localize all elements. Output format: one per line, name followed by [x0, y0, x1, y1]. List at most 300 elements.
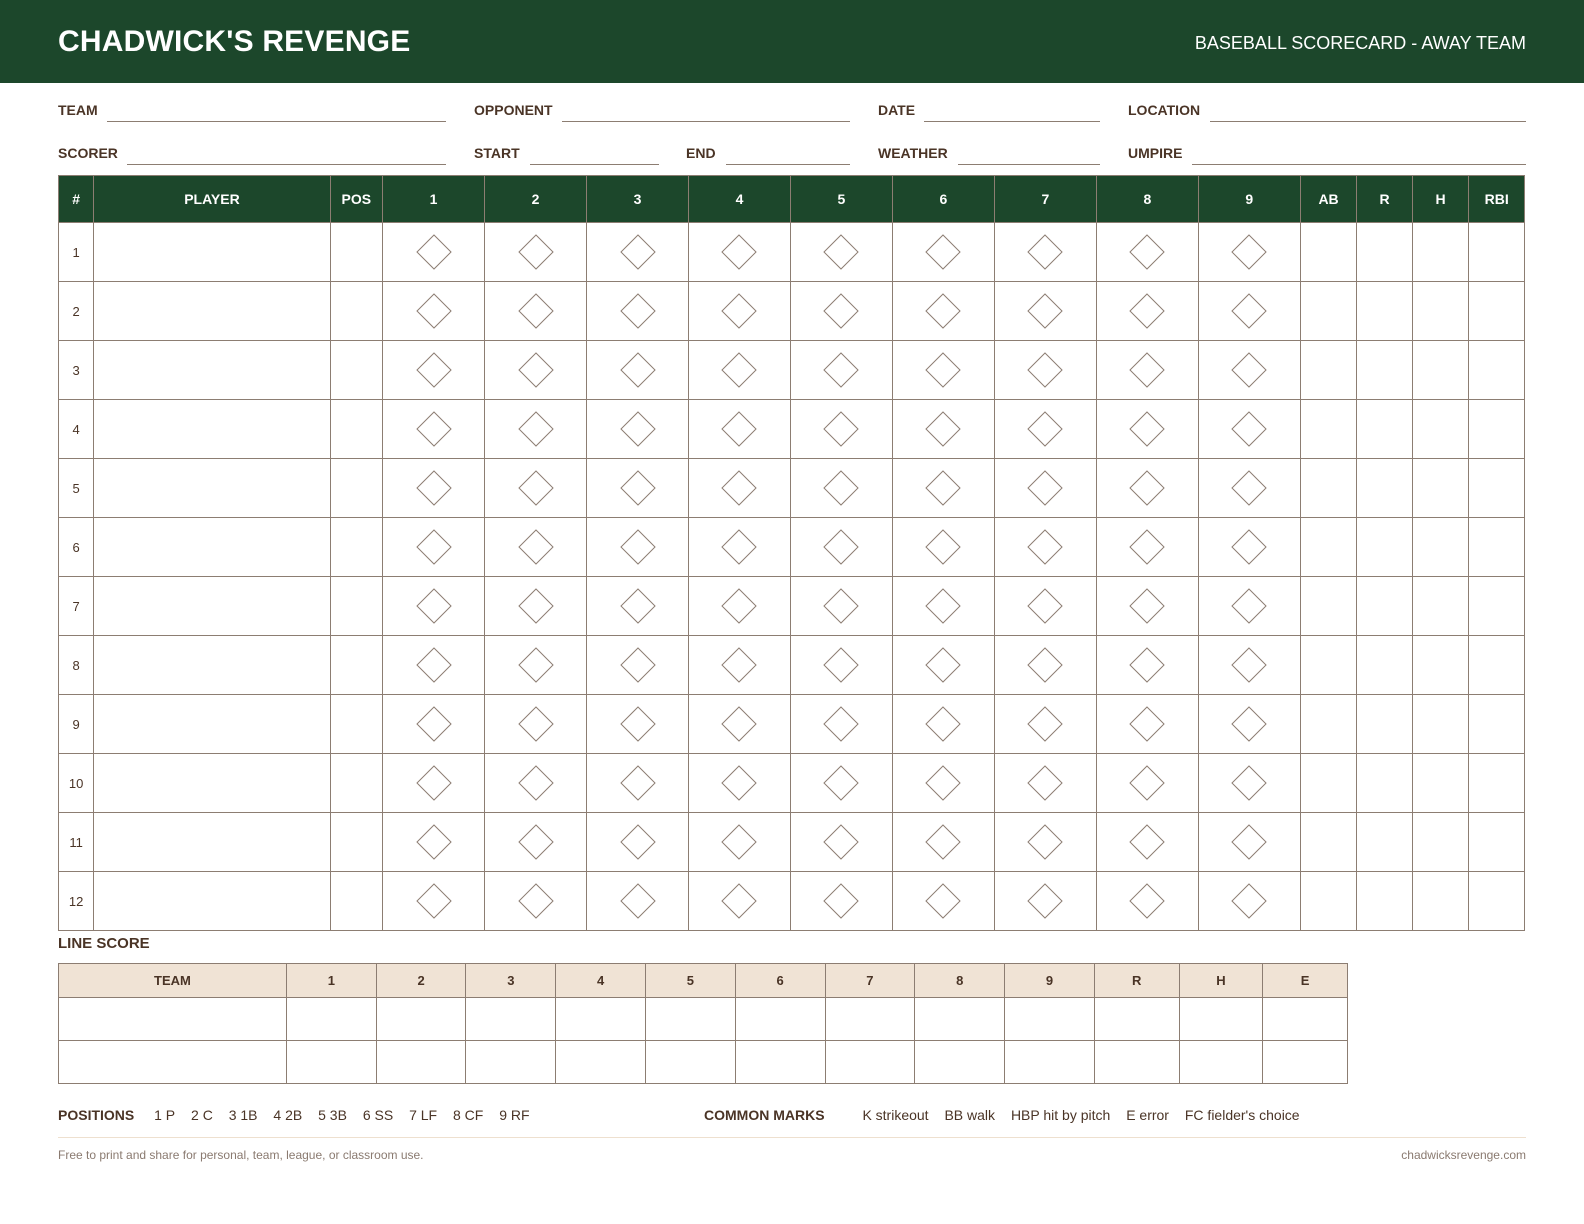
inning-5-cell[interactable] [790, 459, 892, 518]
inning-3-cell[interactable] [587, 813, 689, 872]
line-score-cell[interactable] [376, 998, 466, 1041]
inning-4-cell[interactable] [688, 341, 790, 400]
position-item: 9 RF [499, 1107, 530, 1123]
inning-6-cell[interactable] [892, 695, 994, 754]
hits-cell[interactable] [1412, 223, 1469, 282]
base-diamond-icon [1230, 823, 1268, 861]
umpire-line[interactable] [1192, 164, 1526, 165]
base-diamond-icon [1128, 823, 1166, 861]
location-label: LOCATION [1128, 102, 1201, 118]
line-score-cell[interactable] [1094, 998, 1179, 1041]
line-score-cell[interactable] [1005, 998, 1095, 1041]
inning-2-cell[interactable] [485, 754, 587, 813]
inning-1-cell[interactable] [383, 636, 485, 695]
inning-4-cell[interactable] [688, 459, 790, 518]
inning-9-cell[interactable] [1198, 636, 1300, 695]
base-diamond-icon [415, 528, 453, 566]
runs-cell[interactable] [1357, 754, 1413, 813]
rbi-cell[interactable] [1469, 695, 1525, 754]
position-cell[interactable] [330, 813, 383, 872]
runs-cell[interactable] [1357, 459, 1413, 518]
inning-8-cell[interactable] [1096, 282, 1198, 341]
inning-9-cell[interactable] [1198, 872, 1300, 931]
inning-6-cell[interactable] [892, 872, 994, 931]
at-bats-cell[interactable] [1300, 400, 1357, 459]
inning-3-cell[interactable] [587, 636, 689, 695]
inning-8-cell[interactable] [1096, 754, 1198, 813]
start-field[interactable] [474, 141, 659, 165]
base-diamond-icon [1128, 233, 1166, 271]
inning-6-cell[interactable] [892, 459, 994, 518]
line-score-cell[interactable] [915, 1041, 1005, 1084]
start-line[interactable] [530, 164, 659, 165]
line-score-table [58, 963, 1348, 1084]
mark-item: K strikeout [862, 1107, 929, 1123]
at-bats-cell[interactable] [1300, 518, 1357, 577]
base-diamond-icon [1128, 351, 1166, 389]
player-name-cell[interactable] [94, 223, 330, 282]
inning-1-cell[interactable] [383, 695, 485, 754]
base-diamond-icon [924, 705, 962, 743]
at-bats-cell[interactable] [1300, 636, 1357, 695]
runs-cell[interactable] [1357, 695, 1413, 754]
base-diamond-icon [720, 646, 758, 684]
player-name-cell[interactable] [94, 813, 330, 872]
base-diamond-icon [720, 823, 758, 861]
runs-cell[interactable] [1357, 872, 1413, 931]
hits-cell[interactable] [1412, 636, 1469, 695]
inning-1-cell[interactable] [383, 400, 485, 459]
rbi-cell[interactable] [1469, 459, 1525, 518]
inning-2-cell[interactable] [485, 577, 587, 636]
at-bats-cell[interactable] [1300, 695, 1357, 754]
lineup-row [59, 813, 1525, 872]
weather-field[interactable] [878, 141, 1100, 165]
inning-8-cell[interactable] [1096, 636, 1198, 695]
inning-7-cell[interactable] [994, 636, 1096, 695]
rbi-cell[interactable] [1469, 400, 1525, 459]
inning-4-cell[interactable] [688, 400, 790, 459]
base-diamond-icon [1230, 587, 1268, 625]
scorecard-subtitle: BASEBALL SCORECARD - AWAY TEAM [1194, 33, 1526, 53]
position-cell[interactable] [330, 223, 383, 282]
inning-4-cell[interactable] [688, 636, 790, 695]
at-bats-cell[interactable] [1300, 459, 1357, 518]
inning-9-cell[interactable] [1198, 341, 1300, 400]
player-name-cell[interactable] [94, 695, 330, 754]
inning-7-cell[interactable] [994, 400, 1096, 459]
line-score-cell[interactable] [825, 998, 915, 1041]
base-diamond-icon [1230, 469, 1268, 507]
mark-item: HBP hit by pitch [1010, 1107, 1111, 1123]
inning-3-cell[interactable] [587, 518, 689, 577]
base-diamond-icon [720, 469, 758, 507]
line-score-cell[interactable] [646, 998, 736, 1041]
line-score-cell[interactable] [825, 1041, 915, 1084]
hits-cell[interactable] [1412, 282, 1469, 341]
base-diamond-icon [1128, 292, 1166, 330]
end-line[interactable] [726, 164, 850, 165]
line-score-cell[interactable] [1179, 1041, 1263, 1084]
inning-2-cell[interactable] [485, 341, 587, 400]
inning-5-cell[interactable] [790, 754, 892, 813]
ls-col-inning-9: 9 [1005, 964, 1095, 998]
inning-3-cell[interactable] [587, 459, 689, 518]
line-score-cell[interactable] [646, 1041, 736, 1084]
base-diamond-icon [720, 528, 758, 566]
rbi-cell[interactable] [1469, 872, 1525, 931]
line-score-cell[interactable] [286, 998, 376, 1041]
inning-2-cell[interactable] [485, 223, 587, 282]
inning-8-cell[interactable] [1096, 695, 1198, 754]
inning-8-cell[interactable] [1096, 223, 1198, 282]
runs-cell[interactable] [1357, 813, 1413, 872]
position-cell[interactable] [330, 282, 383, 341]
inning-9-cell[interactable] [1198, 223, 1300, 282]
page-header [0, 0, 1584, 83]
end-field[interactable] [686, 141, 850, 165]
line-score-team-cell[interactable] [59, 998, 287, 1041]
hits-cell[interactable] [1412, 754, 1469, 813]
lineup-row [59, 223, 1525, 282]
line-score-cell[interactable] [1179, 998, 1263, 1041]
hits-cell[interactable] [1412, 459, 1469, 518]
inning-1-cell[interactable] [383, 518, 485, 577]
base-diamond-icon [517, 233, 555, 271]
inning-5-cell[interactable] [790, 636, 892, 695]
inning-2-cell[interactable] [485, 518, 587, 577]
inning-2-cell[interactable] [485, 459, 587, 518]
line-score-cell[interactable] [466, 998, 556, 1041]
inning-6-cell[interactable] [892, 754, 994, 813]
at-bats-cell[interactable] [1300, 282, 1357, 341]
col-player: PLAYER [94, 176, 330, 223]
inning-9-cell[interactable] [1198, 577, 1300, 636]
base-diamond-icon [720, 587, 758, 625]
inning-4-cell[interactable] [688, 813, 790, 872]
inning-2-cell[interactable] [485, 813, 587, 872]
base-diamond-icon [1026, 587, 1064, 625]
ls-col-inning-1: 1 [286, 964, 376, 998]
inning-9-cell[interactable] [1198, 813, 1300, 872]
location-line[interactable] [1210, 121, 1526, 122]
rbi-cell[interactable] [1469, 577, 1525, 636]
rbi-cell[interactable] [1469, 754, 1525, 813]
line-score-cell[interactable] [1005, 1041, 1095, 1084]
team-line[interactable] [107, 121, 446, 122]
player-name-cell[interactable] [94, 577, 330, 636]
inning-7-cell[interactable] [994, 282, 1096, 341]
inning-9-cell[interactable] [1198, 754, 1300, 813]
rbi-cell[interactable] [1469, 813, 1525, 872]
base-diamond-icon [1026, 823, 1064, 861]
base-diamond-icon [720, 292, 758, 330]
inning-3-cell[interactable] [587, 695, 689, 754]
inning-7-cell[interactable] [994, 695, 1096, 754]
base-diamond-icon [822, 587, 860, 625]
position-cell[interactable] [330, 636, 383, 695]
batting-order-number: 1 [59, 223, 94, 282]
hits-cell[interactable] [1412, 872, 1469, 931]
base-diamond-icon [924, 587, 962, 625]
base-diamond-icon [619, 587, 657, 625]
lineup-row [59, 872, 1525, 931]
base-diamond-icon [1230, 233, 1268, 271]
inning-8-cell[interactable] [1096, 341, 1198, 400]
line-score-body [59, 998, 1348, 1084]
weather-line[interactable] [958, 164, 1100, 165]
scorer-line[interactable] [127, 164, 446, 165]
inning-5-cell[interactable] [790, 518, 892, 577]
hits-cell[interactable] [1412, 341, 1469, 400]
lineup-row [59, 695, 1525, 754]
runs-cell[interactable] [1357, 223, 1413, 282]
hits-cell[interactable] [1412, 400, 1469, 459]
line-score-cell[interactable] [556, 1041, 646, 1084]
inning-4-cell[interactable] [688, 577, 790, 636]
runs-cell[interactable] [1357, 518, 1413, 577]
inning-6-cell[interactable] [892, 577, 994, 636]
hits-cell[interactable] [1412, 577, 1469, 636]
opponent-line[interactable] [562, 121, 850, 122]
base-diamond-icon [1230, 351, 1268, 389]
at-bats-cell[interactable] [1300, 577, 1357, 636]
inning-1-cell[interactable] [383, 223, 485, 282]
base-diamond-icon [1230, 410, 1268, 448]
runs-cell[interactable] [1357, 282, 1413, 341]
inning-2-cell[interactable] [485, 282, 587, 341]
inning-7-cell[interactable] [994, 813, 1096, 872]
inning-2-cell[interactable] [485, 636, 587, 695]
date-field[interactable] [878, 98, 1100, 122]
position-cell[interactable] [330, 577, 383, 636]
inning-8-cell[interactable] [1096, 813, 1198, 872]
runs-cell[interactable] [1357, 400, 1413, 459]
base-diamond-icon [1026, 233, 1064, 271]
scorer-field[interactable] [58, 141, 446, 165]
player-name-cell[interactable] [94, 754, 330, 813]
inning-5-cell[interactable] [790, 223, 892, 282]
inning-7-cell[interactable] [994, 754, 1096, 813]
inning-4-cell[interactable] [688, 872, 790, 931]
inning-1-cell[interactable] [383, 577, 485, 636]
line-score-cell[interactable] [286, 1041, 376, 1084]
inning-6-cell[interactable] [892, 400, 994, 459]
base-diamond-icon [619, 410, 657, 448]
position-cell[interactable] [330, 518, 383, 577]
scorer-label: SCORER [58, 145, 118, 161]
inning-9-cell[interactable] [1198, 695, 1300, 754]
inning-5-cell[interactable] [790, 282, 892, 341]
base-diamond-icon [822, 646, 860, 684]
base-diamond-icon [415, 705, 453, 743]
base-diamond-icon [415, 823, 453, 861]
inning-8-cell[interactable] [1096, 577, 1198, 636]
player-name-cell[interactable] [94, 459, 330, 518]
inning-3-cell[interactable] [587, 400, 689, 459]
base-diamond-icon [1026, 292, 1064, 330]
lineup-table [58, 175, 1525, 931]
inning-3-cell[interactable] [587, 341, 689, 400]
runs-cell[interactable] [1357, 341, 1413, 400]
position-cell[interactable] [330, 341, 383, 400]
line-score-cell[interactable] [556, 998, 646, 1041]
lineup-body [59, 223, 1525, 931]
runs-cell[interactable] [1357, 636, 1413, 695]
inning-6-cell[interactable] [892, 282, 994, 341]
position-item: 4 2B [273, 1107, 303, 1123]
footer-divider [58, 1137, 1526, 1138]
runs-cell[interactable] [1357, 577, 1413, 636]
inning-3-cell[interactable] [587, 282, 689, 341]
inning-4-cell[interactable] [688, 518, 790, 577]
player-name-cell[interactable] [94, 872, 330, 931]
inning-1-cell[interactable] [383, 341, 485, 400]
inning-2-cell[interactable] [485, 695, 587, 754]
rbi-cell[interactable] [1469, 518, 1525, 577]
inning-8-cell[interactable] [1096, 400, 1198, 459]
inning-6-cell[interactable] [892, 223, 994, 282]
position-cell[interactable] [330, 872, 383, 931]
inning-7-cell[interactable] [994, 872, 1096, 931]
rbi-cell[interactable] [1469, 341, 1525, 400]
inning-5-cell[interactable] [790, 341, 892, 400]
at-bats-cell[interactable] [1300, 813, 1357, 872]
opponent-field[interactable] [474, 98, 850, 122]
line-score-cell[interactable] [466, 1041, 556, 1084]
col-inning-1: 1 [383, 176, 485, 223]
base-diamond-icon [720, 705, 758, 743]
inning-5-cell[interactable] [790, 872, 892, 931]
inning-5-cell[interactable] [790, 695, 892, 754]
position-cell[interactable] [330, 459, 383, 518]
inning-1-cell[interactable] [383, 813, 485, 872]
inning-3-cell[interactable] [587, 223, 689, 282]
player-name-cell[interactable] [94, 341, 330, 400]
inning-6-cell[interactable] [892, 813, 994, 872]
inning-3-cell[interactable] [587, 577, 689, 636]
inning-5-cell[interactable] [790, 400, 892, 459]
line-score-cell[interactable] [1094, 1041, 1179, 1084]
hits-cell[interactable] [1412, 518, 1469, 577]
inning-6-cell[interactable] [892, 341, 994, 400]
inning-4-cell[interactable] [688, 223, 790, 282]
location-field[interactable] [1128, 98, 1526, 122]
base-diamond-icon [1230, 646, 1268, 684]
base-diamond-icon [720, 410, 758, 448]
inning-2-cell[interactable] [485, 400, 587, 459]
base-diamond-icon [1026, 882, 1064, 920]
at-bats-cell[interactable] [1300, 872, 1357, 931]
base-diamond-icon [1128, 764, 1166, 802]
inning-4-cell[interactable] [688, 282, 790, 341]
inning-3-cell[interactable] [587, 754, 689, 813]
base-diamond-icon [924, 233, 962, 271]
base-diamond-icon [1026, 705, 1064, 743]
inning-7-cell[interactable] [994, 223, 1096, 282]
inning-8-cell[interactable] [1096, 872, 1198, 931]
footer-license-text: Free to print and share for personal, team, league, or classroom use. [58, 1148, 424, 1162]
base-diamond-icon [619, 233, 657, 271]
inning-9-cell[interactable] [1198, 459, 1300, 518]
inning-4-cell[interactable] [688, 754, 790, 813]
mark-item: FC fielder's choice [1184, 1107, 1300, 1123]
inning-7-cell[interactable] [994, 518, 1096, 577]
date-line[interactable] [924, 121, 1100, 122]
batting-order-number: 5 [59, 459, 94, 518]
at-bats-cell[interactable] [1300, 341, 1357, 400]
inning-8-cell[interactable] [1096, 459, 1198, 518]
inning-6-cell[interactable] [892, 518, 994, 577]
player-name-cell[interactable] [94, 400, 330, 459]
inning-2-cell[interactable] [485, 872, 587, 931]
inning-9-cell[interactable] [1198, 282, 1300, 341]
base-diamond-icon [619, 528, 657, 566]
ls-col-errors: E [1263, 964, 1348, 998]
inning-7-cell[interactable] [994, 459, 1096, 518]
at-bats-cell[interactable] [1300, 754, 1357, 813]
rbi-cell[interactable] [1469, 223, 1525, 282]
rbi-cell[interactable] [1469, 282, 1525, 341]
line-score-cell[interactable] [376, 1041, 466, 1084]
inning-1-cell[interactable] [383, 872, 485, 931]
umpire-field[interactable] [1128, 141, 1526, 165]
line-score-cell[interactable] [1263, 1041, 1348, 1084]
inning-3-cell[interactable] [587, 872, 689, 931]
base-diamond-icon [415, 587, 453, 625]
inning-1-cell[interactable] [383, 459, 485, 518]
hits-cell[interactable] [1412, 695, 1469, 754]
position-cell[interactable] [330, 695, 383, 754]
inning-9-cell[interactable] [1198, 518, 1300, 577]
batting-order-number: 3 [59, 341, 94, 400]
inning-4-cell[interactable] [688, 695, 790, 754]
position-cell[interactable] [330, 400, 383, 459]
inning-7-cell[interactable] [994, 341, 1096, 400]
inning-9-cell[interactable] [1198, 400, 1300, 459]
line-score-team-cell[interactable] [59, 1041, 287, 1084]
position-cell[interactable] [330, 754, 383, 813]
base-diamond-icon [1128, 705, 1166, 743]
at-bats-cell[interactable] [1300, 223, 1357, 282]
player-name-cell[interactable] [94, 282, 330, 341]
base-diamond-icon [1230, 528, 1268, 566]
inning-1-cell[interactable] [383, 754, 485, 813]
team-field[interactable] [58, 98, 446, 122]
base-diamond-icon [1128, 587, 1166, 625]
inning-8-cell[interactable] [1096, 518, 1198, 577]
hits-cell[interactable] [1412, 813, 1469, 872]
rbi-cell[interactable] [1469, 636, 1525, 695]
inning-6-cell[interactable] [892, 636, 994, 695]
base-diamond-icon [415, 469, 453, 507]
lineup-row [59, 754, 1525, 813]
base-diamond-icon [517, 587, 555, 625]
line-score-cell[interactable] [915, 998, 1005, 1041]
player-name-cell[interactable] [94, 636, 330, 695]
inning-1-cell[interactable] [383, 282, 485, 341]
start-label: START [474, 145, 520, 161]
base-diamond-icon [517, 882, 555, 920]
line-score-cell[interactable] [735, 998, 825, 1041]
line-score-cell[interactable] [735, 1041, 825, 1084]
inning-7-cell[interactable] [994, 577, 1096, 636]
player-name-cell[interactable] [94, 518, 330, 577]
base-diamond-icon [720, 882, 758, 920]
inning-5-cell[interactable] [790, 813, 892, 872]
inning-5-cell[interactable] [790, 577, 892, 636]
line-score-cell[interactable] [1263, 998, 1348, 1041]
